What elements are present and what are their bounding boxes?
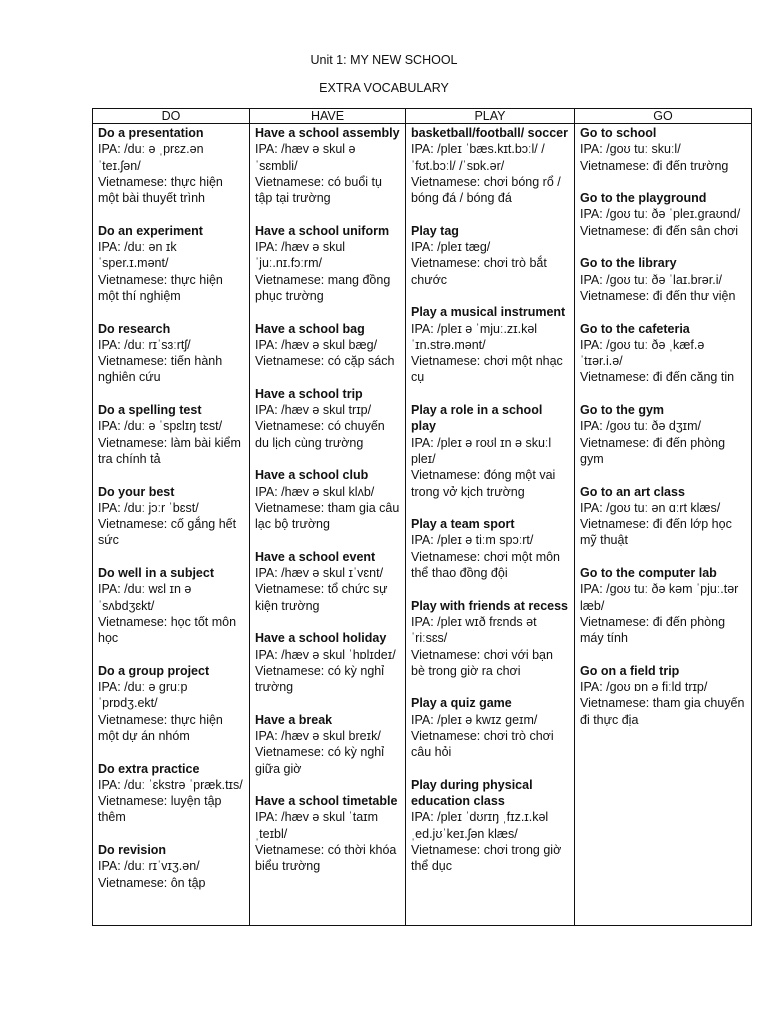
vocab-entry — [411, 125, 570, 206]
vietnamese-value: có kỳ nghỉ giữa giờ — [255, 745, 385, 776]
vocab-vietnamese — [255, 418, 401, 451]
vietnamese-label: Vietnamese: — [255, 272, 328, 287]
column-go — [575, 124, 752, 926]
vietnamese-value: có cặp sách — [327, 354, 395, 369]
vocab-ipa — [580, 679, 747, 695]
vocab-term: Do an experiment — [98, 223, 203, 238]
vocab-vietnamese — [98, 614, 245, 647]
ipa-label: IPA: — [580, 272, 607, 287]
vocab-term: Have a school bag — [255, 321, 365, 336]
vocab-ipa — [98, 777, 245, 793]
vocab-vietnamese — [255, 272, 401, 305]
vietnamese-label: Vietnamese: — [255, 500, 328, 515]
vocab-term: Play a musical instrument — [411, 305, 566, 320]
ipa-value: /pleɪ ə kwɪz ɡeɪm/ — [437, 712, 538, 727]
column-header-have: HAVE — [250, 109, 406, 124]
vocab-vietnamese — [98, 793, 245, 826]
vietnamese-label: Vietnamese: — [580, 517, 653, 532]
vocab-ipa — [98, 337, 245, 353]
vocab-vietnamese — [580, 614, 747, 647]
ipa-label: IPA: — [255, 403, 282, 418]
vocab-entry — [255, 712, 401, 777]
vocab-vietnamese — [255, 353, 401, 369]
vocab-vietnamese — [411, 842, 570, 875]
vocab-ipa — [580, 581, 747, 614]
vietnamese-value: mang đồng phục trường — [255, 272, 391, 303]
vietnamese-value: có kỳ nghỉ trường — [255, 663, 385, 695]
ipa-label: IPA: — [98, 859, 125, 874]
ipa-value: /hæv ə skul bæɡ/ — [281, 337, 378, 352]
vietnamese-label: Vietnamese: — [98, 794, 171, 809]
vocab-entry — [411, 304, 570, 385]
ipa-value: /pleɪ wɪð frɛnds ət ˈriːsɛs/ — [411, 614, 537, 646]
vocab-entry — [98, 223, 245, 304]
vietnamese-value: chơi một nhạc cụ — [411, 354, 563, 385]
vietnamese-label: Vietnamese: — [255, 745, 328, 760]
vocab-entry — [98, 125, 245, 206]
vietnamese-value: đi đến trường — [652, 158, 729, 173]
vocab-entry — [580, 190, 747, 239]
vocab-term: Do research — [98, 321, 171, 336]
vocab-ipa — [411, 809, 570, 842]
vietnamese-value: có chuyến du lịch cùng trường — [255, 419, 385, 450]
ipa-label: IPA: — [411, 614, 438, 629]
vietnamese-value: đi đến căng tin — [652, 370, 735, 385]
ipa-label: IPA: — [255, 484, 282, 499]
vocab-ipa — [580, 206, 747, 222]
column-header-do: DO — [93, 109, 250, 124]
vietnamese-label: Vietnamese: — [98, 517, 171, 532]
vietnamese-label: Vietnamese: — [411, 354, 484, 369]
vietnamese-value: tham gia câu lạc bộ trường — [255, 500, 400, 532]
ipa-value: /duː ə ˌprɛz.ən ˈteɪ.ʃən/ — [98, 142, 204, 173]
column-have — [250, 124, 406, 926]
ipa-value: /ɡoʊ tuː ðə dʒɪm/ — [606, 419, 701, 434]
ipa-value: /pleɪ tæɡ/ — [437, 240, 491, 255]
vocab-vietnamese — [255, 581, 401, 614]
vocab-term: Play with friends at recess — [411, 598, 569, 613]
vocab-term: Play a quiz game — [411, 696, 512, 711]
ipa-label: IPA: — [411, 142, 438, 157]
ipa-value: /pleɪ ə tiːm spɔːrt/ — [437, 533, 534, 548]
vietnamese-label: Vietnamese: — [255, 419, 328, 434]
ipa-label: IPA: — [411, 712, 438, 727]
vocab-entry — [255, 321, 401, 370]
column-header-play: PLAY — [406, 109, 575, 124]
vietnamese-value: làm bài kiểm tra chính tả — [98, 435, 241, 466]
ipa-label: IPA: — [580, 419, 607, 434]
ipa-value: /duː jɔːr ˈbɛst/ — [124, 500, 199, 515]
ipa-value: /ɡoʊ tuː ən ɑːrt klæs/ — [606, 500, 721, 515]
vocab-vietnamese — [98, 353, 245, 386]
vocab-ipa — [255, 402, 401, 418]
vocab-vietnamese — [411, 549, 570, 582]
ipa-label: IPA: — [580, 582, 607, 597]
vocab-ipa — [255, 728, 401, 744]
vocab-vietnamese — [98, 435, 245, 468]
document-title: Unit 1: MY NEW SCHOOL — [310, 53, 458, 67]
ipa-value: /pleɪ ə roʊl ɪn ə skuːl pleɪ/ — [411, 435, 552, 466]
ipa-value: /hæv ə skul klʌb/ — [281, 484, 375, 499]
vocab-entry — [580, 402, 747, 467]
vocab-ipa — [411, 239, 570, 255]
vocab-vietnamese — [580, 288, 747, 304]
vocab-term: Do a spelling test — [98, 403, 202, 418]
vocab-vietnamese — [580, 223, 747, 239]
vietnamese-value: đi đến phòng gym — [580, 435, 726, 466]
vocab-vietnamese — [411, 174, 570, 207]
vocab-vietnamese — [98, 272, 245, 305]
vocab-ipa — [98, 141, 245, 174]
ipa-value: /duː wɛl ɪn ə ˈsʌbdʒɛkt/ — [98, 582, 192, 613]
vocab-vietnamese — [411, 353, 570, 386]
vocab-entry — [98, 321, 245, 386]
ipa-label: IPA: — [580, 337, 607, 352]
ipa-value: /hæv ə skul ˈjuː.nɪ.fɔːrm/ — [255, 240, 346, 271]
vocab-ipa — [411, 532, 570, 548]
vocab-term: Go to an art class — [580, 484, 685, 499]
vietnamese-value: có thời khóa biểu trường — [255, 843, 397, 874]
vietnamese-value: chơi trong giờ thể dục — [411, 843, 562, 874]
vocab-entry — [580, 321, 747, 386]
vietnamese-label: Vietnamese: — [255, 582, 328, 597]
vocab-term: Go to the gym — [580, 403, 665, 418]
vietnamese-value: chơi trò bắt chước — [411, 256, 547, 287]
vocab-vietnamese — [580, 369, 747, 385]
vocab-entry — [255, 630, 401, 695]
ipa-value: /hæv ə skul ˈtaɪm ˌteɪbl/ — [255, 810, 379, 841]
ipa-label: IPA: — [255, 810, 282, 825]
vietnamese-label: Vietnamese: — [411, 549, 484, 564]
vocab-vietnamese — [411, 467, 570, 500]
ipa-value: /duː ə ˈspɛlɪŋ tɛst/ — [124, 419, 223, 434]
vocab-vietnamese — [255, 500, 401, 533]
vocab-vietnamese — [98, 516, 245, 549]
ipa-value: /ɡoʊ tuː ðə kəm ˈpjuː.tər læb/ — [580, 582, 739, 613]
vietnamese-label: Vietnamese: — [411, 843, 484, 858]
ipa-value: /ɡoʊ tuː ðə ˌkæf.ə ˈtɪər.i.ə/ — [580, 337, 705, 369]
ipa-label: IPA: — [580, 207, 607, 222]
vocab-entry — [580, 125, 747, 174]
vietnamese-value: có buổi tụ tập tại trường — [255, 174, 382, 206]
vocab-ipa — [255, 484, 401, 500]
vocab-vietnamese — [580, 158, 747, 174]
vocab-term: Have a school timetable — [255, 794, 398, 809]
vocab-entry — [580, 255, 747, 304]
vocab-entry — [98, 402, 245, 467]
ipa-label: IPA: — [411, 810, 438, 825]
vietnamese-label: Vietnamese: — [580, 288, 653, 303]
vietnamese-value: luyện tập thêm — [98, 794, 222, 825]
header-row — [93, 109, 752, 124]
vocab-term: Go to the computer lab — [580, 566, 717, 581]
vocab-ipa — [580, 500, 747, 516]
vietnamese-label: Vietnamese: — [255, 174, 328, 189]
vietnamese-value: học tốt môn học — [98, 614, 237, 646]
vocab-ipa — [580, 337, 747, 370]
vietnamese-label: Vietnamese: — [255, 354, 328, 369]
vocab-entry — [255, 549, 401, 614]
ipa-label: IPA: — [98, 337, 125, 352]
ipa-value: /hæv ə skul ə ˈsɛmbli/ — [255, 142, 356, 173]
ipa-value: /ɡoʊ tuː skuːl/ — [606, 142, 681, 157]
ipa-label: IPA: — [98, 240, 125, 255]
vietnamese-value: đi đến thư viện — [652, 288, 736, 303]
vietnamese-label: Vietnamese: — [580, 614, 653, 629]
vietnamese-label: Vietnamese: — [411, 647, 484, 662]
vocab-entry — [98, 842, 245, 891]
ipa-label: IPA: — [98, 777, 125, 792]
table-row — [93, 124, 752, 926]
vocab-term: Have a school assembly — [255, 126, 400, 140]
ipa-label: IPA: — [255, 566, 282, 581]
vocab-term: Play a team sport — [411, 517, 515, 532]
vocab-entry — [255, 125, 401, 206]
vietnamese-value: đi đến phòng máy tính — [580, 614, 726, 646]
vocab-ipa — [255, 565, 401, 581]
vocab-ipa — [255, 239, 401, 272]
vietnamese-value: chơi với bạn bè trong giờ ra chơi — [411, 647, 553, 678]
vocab-entry — [411, 516, 570, 581]
vocab-term: Play during physical education class — [411, 777, 533, 809]
vietnamese-value: thực hiện một thí nghiệm — [98, 272, 223, 303]
ipa-value: /duː rɪˈvɪʒ.ən/ — [124, 859, 200, 874]
vocab-entry — [411, 777, 570, 875]
ipa-value: /hæv ə skul trɪp/ — [281, 403, 372, 418]
ipa-label: IPA: — [255, 240, 282, 255]
vocab-ipa — [98, 858, 245, 874]
vocab-ipa — [98, 239, 245, 272]
ipa-value: /pleɪ ˈdʊrɪŋ ˌfɪz.ɪ.kəl ˌed.jʊˈkeɪ.ʃən klæs/ — [411, 810, 549, 841]
vocab-entry — [580, 565, 747, 646]
vocab-term: Play tag — [411, 223, 459, 238]
ipa-label: IPA: — [255, 337, 282, 352]
vocab-vietnamese — [98, 712, 245, 745]
vietnamese-value: tiến hành nghiên cứu — [98, 354, 223, 385]
vocab-entry — [255, 386, 401, 451]
ipa-value: /ɡoʊ tuː ðə ˈpleɪ.ɡraʊnd/ — [606, 207, 741, 222]
ipa-label: IPA: — [98, 680, 125, 695]
document-subtitle: EXTRA VOCABULARY — [319, 81, 449, 95]
vietnamese-value: chơi bóng rổ / bóng đá / bóng đá — [411, 174, 561, 206]
vocab-term: Go to school — [580, 126, 657, 140]
vocab-vietnamese — [580, 695, 747, 728]
vocab-ipa — [411, 435, 570, 468]
vocab-entry — [255, 467, 401, 532]
ipa-label: IPA: — [580, 500, 607, 515]
vocab-vietnamese — [411, 647, 570, 680]
vocab-term: Do extra practice — [98, 761, 200, 776]
ipa-label: IPA: — [255, 142, 282, 157]
ipa-value: /hæv ə skul ˈhɒlɪdeɪ/ — [281, 647, 396, 662]
vocab-entry — [580, 484, 747, 549]
vocab-entry — [580, 663, 747, 728]
vietnamese-value: ôn tập — [170, 875, 206, 890]
vietnamese-value: tham gia chuyến đi thực địa — [580, 696, 745, 727]
vietnamese-value: thực hiện một bài thuyết trình — [98, 174, 223, 206]
ipa-label: IPA: — [98, 419, 125, 434]
ipa-label: IPA: — [98, 142, 125, 157]
ipa-value: /duː rɪˈsɜːrtʃ/ — [124, 337, 191, 352]
vocab-entry — [255, 793, 401, 874]
vocab-term: Do a presentation — [98, 126, 204, 140]
vietnamese-value: chơi trò chơi câu hỏi — [411, 728, 554, 760]
ipa-label: IPA: — [411, 240, 438, 255]
ipa-label: IPA: — [255, 728, 282, 743]
vocab-entry — [255, 223, 401, 304]
ipa-label: IPA: — [98, 500, 125, 515]
vietnamese-value: đóng một vai trong vở kịch trường — [411, 468, 556, 499]
vietnamese-label: Vietnamese: — [98, 614, 171, 629]
vocab-vietnamese — [411, 728, 570, 761]
vocab-term: Have a school club — [255, 468, 369, 483]
vocab-ipa — [580, 272, 747, 288]
ipa-label: IPA: — [255, 647, 282, 662]
vocab-term: Go to the playground — [580, 191, 707, 206]
vocab-term: Play a role in a school play — [411, 403, 543, 434]
vocab-vietnamese — [255, 842, 401, 875]
vocab-ipa — [255, 337, 401, 353]
ipa-label: IPA: — [411, 435, 438, 450]
vocab-vietnamese — [98, 875, 245, 891]
vocab-entry — [411, 223, 570, 288]
ipa-value: /ɡoʊ tuː ðə ˈlaɪ.brər.i/ — [606, 272, 722, 287]
vocab-ipa — [98, 418, 245, 434]
vocab-term: Go to the library — [580, 256, 677, 271]
vietnamese-label: Vietnamese: — [98, 875, 171, 890]
vocab-entry — [98, 761, 245, 826]
vocab-term: Have a school event — [255, 549, 376, 564]
vocab-term: Do revision — [98, 843, 167, 858]
vocab-ipa — [580, 418, 747, 434]
vietnamese-label: Vietnamese: — [411, 728, 484, 743]
vietnamese-label: Vietnamese: — [580, 223, 653, 238]
ipa-value: /hæv ə skul breɪk/ — [281, 728, 381, 743]
vocab-ipa — [98, 500, 245, 516]
ipa-value: /pleɪ ˈbæs.kɪt.bɔːl/ /ˈfʊt.bɔːl/ /ˈsɒk.ər/ — [411, 142, 545, 173]
vocab-term: Have a school uniform — [255, 223, 390, 238]
vietnamese-label: Vietnamese: — [98, 174, 171, 189]
vocab-vietnamese — [255, 744, 401, 777]
vocab-term: Do well in a subject — [98, 566, 214, 581]
vietnamese-value: tổ chức sự kiện trường — [255, 582, 388, 613]
vocab-term: Do a group project — [98, 663, 210, 678]
ipa-label: IPA: — [580, 680, 607, 695]
ipa-label: IPA: — [580, 142, 607, 157]
vocab-vietnamese — [98, 174, 245, 207]
ipa-label: IPA: — [411, 533, 438, 548]
vietnamese-value: đi đến lớp học mỹ thuật — [580, 517, 732, 548]
vocab-entry — [98, 484, 245, 549]
vocab-entry — [411, 695, 570, 760]
column-header-go: GO — [575, 109, 752, 124]
vocab-ipa — [411, 141, 570, 174]
vocab-entry — [411, 402, 570, 500]
vocab-entry — [411, 598, 570, 679]
vocab-term: Do your best — [98, 484, 175, 499]
vocab-vietnamese — [255, 174, 401, 207]
ipa-value: /duː ən ɪk ˈsper.ɪ.mənt/ — [98, 240, 177, 271]
vietnamese-label: Vietnamese: — [580, 158, 653, 173]
vocab-ipa — [98, 581, 245, 614]
vietnamese-label: Vietnamese: — [580, 370, 653, 385]
vietnamese-label: Vietnamese: — [411, 468, 484, 483]
ipa-value: /pleɪ ə ˈmjuː.zɪ.kəl ˈɪn.strə.mənt/ — [411, 321, 538, 352]
ipa-label: IPA: — [98, 582, 125, 597]
vocab-vietnamese — [411, 255, 570, 288]
vocab-term: Have a school trip — [255, 386, 363, 401]
vietnamese-value: cố gắng hết sức — [98, 517, 237, 548]
vocab-ipa — [580, 141, 747, 157]
vocab-vietnamese — [580, 435, 747, 468]
vocab-entry — [98, 565, 245, 646]
vietnamese-label: Vietnamese: — [98, 272, 171, 287]
vocab-ipa — [98, 679, 245, 712]
vocab-term: Have a break — [255, 712, 333, 727]
vocab-ipa — [411, 321, 570, 354]
ipa-value: /duː ə ɡruːp ˈprɒdʒ.ekt/ — [98, 680, 188, 711]
column-do — [93, 124, 250, 926]
vocab-term: Go on a field trip — [580, 663, 680, 678]
vocab-entry — [98, 663, 245, 744]
vocab-ipa — [255, 809, 401, 842]
vocab-ipa — [411, 712, 570, 728]
vocabulary-table — [92, 108, 752, 926]
vocab-term: Have a school holiday — [255, 631, 387, 646]
vietnamese-label: Vietnamese: — [98, 354, 171, 369]
vietnamese-label: Vietnamese: — [98, 712, 171, 727]
vietnamese-label: Vietnamese: — [411, 174, 484, 189]
ipa-value: /hæv ə skul ɪˈvɛnt/ — [281, 566, 384, 581]
vietnamese-value: đi đến sân chơi — [652, 223, 739, 238]
column-play — [406, 124, 575, 926]
vocab-ipa — [411, 614, 570, 647]
vocab-ipa — [255, 141, 401, 174]
vocab-ipa — [255, 647, 401, 663]
vietnamese-label: Vietnamese: — [411, 256, 484, 271]
vocab-term: basketball/football/ soccer — [411, 126, 568, 140]
vocab-term: Go to the cafeteria — [580, 321, 690, 336]
vietnamese-value: thực hiện một dự án nhóm — [98, 712, 223, 743]
vocab-vietnamese — [255, 663, 401, 696]
vietnamese-label: Vietnamese: — [255, 843, 328, 858]
vietnamese-label: Vietnamese: — [98, 435, 171, 450]
vocab-vietnamese — [580, 516, 747, 549]
ipa-value: /ɡoʊ ɒn ə fiːld trɪp/ — [606, 680, 708, 695]
vietnamese-label: Vietnamese: — [580, 435, 653, 450]
vietnamese-label: Vietnamese: — [255, 663, 328, 678]
vietnamese-value: chơi một môn thể thao đồng đội — [411, 549, 561, 581]
ipa-value: /duː ˈɛkstrə ˈpræk.tɪs/ — [124, 777, 243, 792]
ipa-label: IPA: — [411, 321, 438, 336]
vietnamese-label: Vietnamese: — [580, 696, 653, 711]
